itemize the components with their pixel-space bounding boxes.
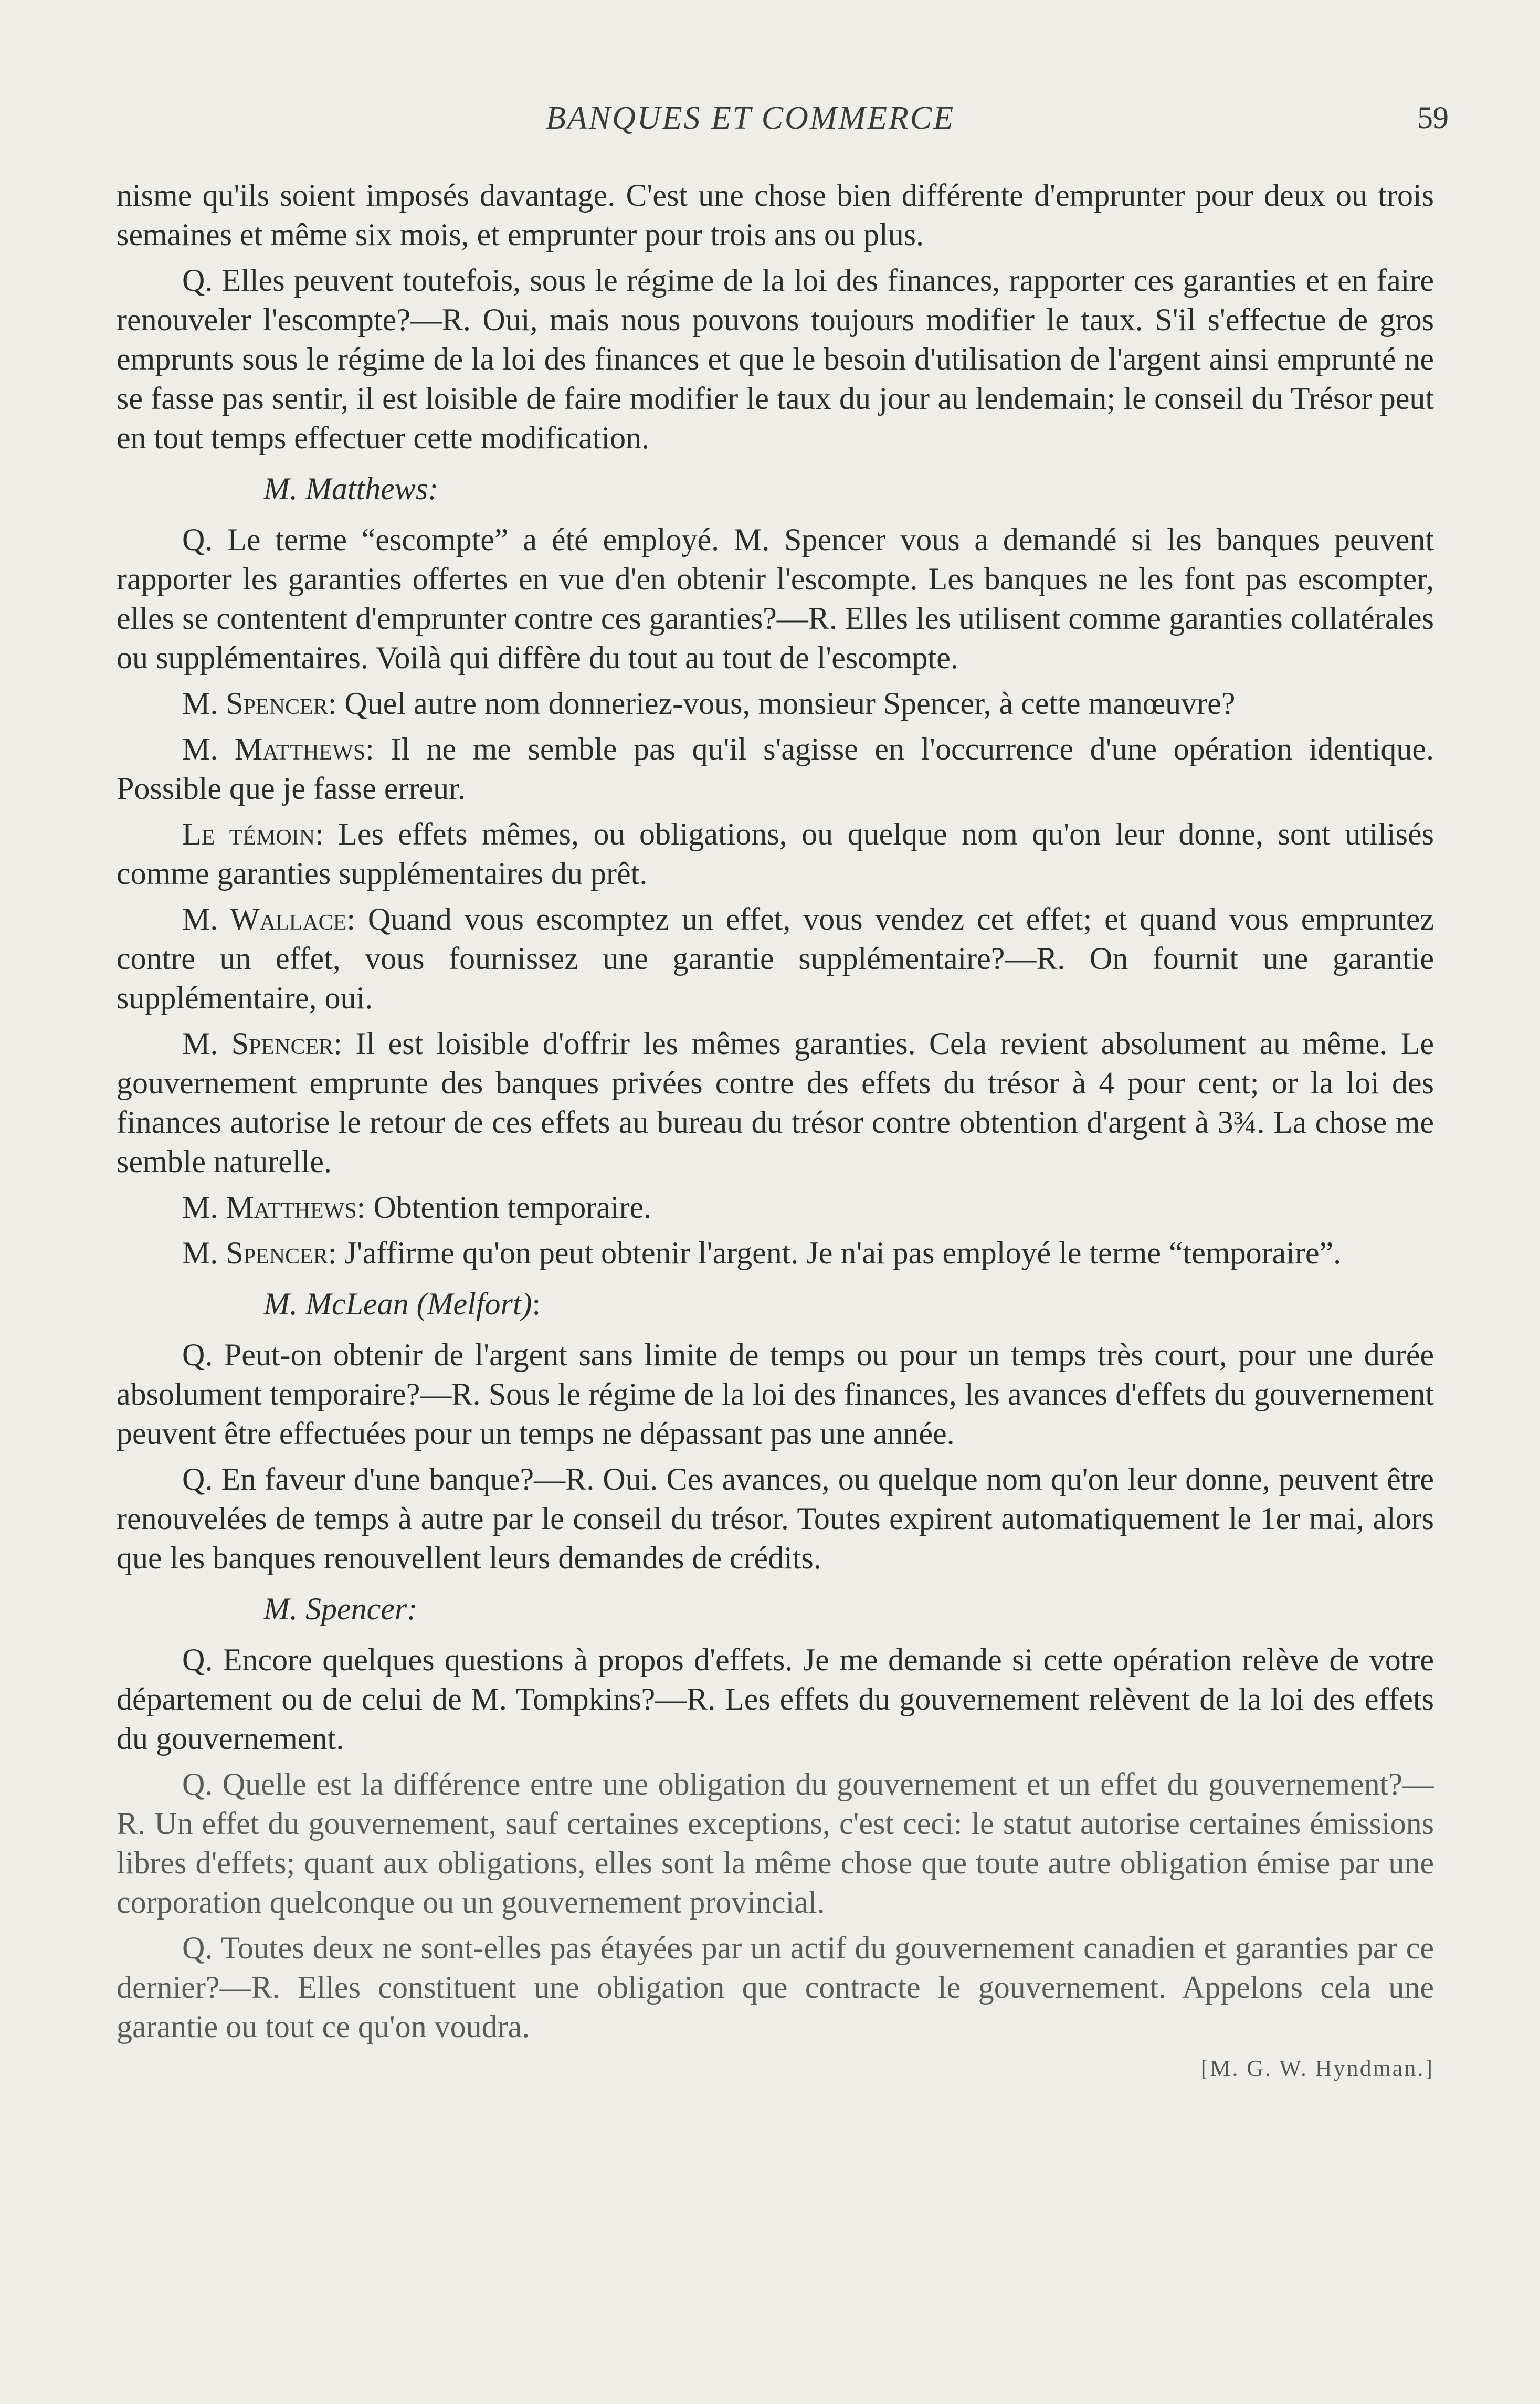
- paragraph: [117, 1233, 1434, 1273]
- paragraph: Q. Le terme “escompte” a été employé. M. Spencer vous a demandé si les banques peuvent rapporter les garanties offertes en vue d'en obtenir l'escompte. Les banques ne les font pas escompter, elles se contentent d'emprunter contre ces garanties?—R. Elles les utilisent comme garanties collatérales ou supplémentaires. Voilà qui diffère du tout au tout de l'escompte.: [117, 522, 1434, 675]
- paragraph: Q. Encore quelques questions à propos d'effets. Je me demande si cette opération relève de votre département ou de celui de M. Tompkins?—R. Les effets du gouvernement relèvent de la loi des effets du gouvernement.: [117, 1642, 1434, 1756]
- paragraph: [117, 815, 1434, 893]
- section-speaker-heading: M. Matthews:: [263, 471, 439, 506]
- section-speaker-heading: [263, 1284, 1434, 1324]
- speaker-label: Le témoin:: [182, 817, 324, 851]
- paragraph: nisme qu'ils soient imposés davantage. C'est une chose bien différente d'emprunter pour deux ou trois semaines et même six mois, et emprunter pour trois ans ou plus.: [117, 178, 1434, 252]
- speaker-label: M. Matthews:: [182, 732, 374, 766]
- page-body: [117, 176, 1434, 2084]
- speaker-label: M. Spencer:: [182, 1236, 337, 1270]
- paragraph-text: Il est loisible d'offrir les mêmes garanties. Cela revient absolument au même. Le gouvernement emprunte des banques privées contre des effets du trésor à 4 pour cent; or la loi des finances autorise le retour de ces effets au bureau du trésor contre obtention d'argent à 3¾. La chose me semble naturelle.: [117, 1026, 1434, 1179]
- paragraph-text: Obtention temporaire.: [373, 1190, 652, 1225]
- section-speaker-heading: M. Spencer:: [263, 1591, 418, 1626]
- paragraph: Q. Quelle est la différence entre une obligation du gouvernement et un effet du gouvernement?—R. Un effet du gouvernement, sauf certaines exceptions, c'est ceci: le statut autorise certaines émissions libres d'effets; quant aux obligations, elles sont la même chose que toute autre obligation émise par une corporation quelconque ou un gouvernement provincial.: [117, 1767, 1434, 1920]
- paragraph: Q. Peut-on obtenir de l'argent sans limite de temps ou pour un temps très court, pour une durée absolument temporaire?—R. Sous le régime de la loi des finances, les avances d'effets du gouvernement peuvent être effectuées pour un temps ne dépassant pas une année.: [117, 1337, 1434, 1451]
- heading-name: M. McLean: [263, 1287, 409, 1321]
- paragraph: [117, 684, 1434, 723]
- running-title: BANQUES ET COMMERCE: [546, 100, 955, 136]
- paragraph: [117, 730, 1434, 808]
- speaker-label: M. Spencer:: [182, 1026, 342, 1061]
- paragraph: Q. Toutes deux ne sont-elles pas étayées par un actif du gouvernement canadien et garanties par ce dernier?—R. Elles constituent une obligation que contracte le gouvernement. Appelons cela une garantie ou tout ce qu'on voudra.: [117, 1931, 1434, 2044]
- heading-colon: :: [532, 1287, 541, 1321]
- heading-riding: (Melfort): [416, 1287, 532, 1321]
- speaker-label: M. Wallace:: [182, 902, 356, 936]
- page-number: 59: [1417, 100, 1449, 135]
- paragraph: Q. Elles peuvent toutefois, sous le régime de la loi des finances, rapporter ces garanties et en faire renouveler l'escompte?—R. Oui, mais nous pouvons toujours modifier le taux. S'il s'effectue de gros emprunts sous le régime de la loi des finances et que le besoin d'utilisation de l'argent ainsi emprunté ne se fasse pas sentir, il est loisible de faire modifier le taux du jour au lendemain; le conseil du Trésor peut en tout temps effectuer cette modification.: [117, 263, 1434, 455]
- speaker-label: M. Matthews:: [182, 1190, 366, 1225]
- paragraph-text: Quand vous escomptez un effet, vous vendez cet effet; et quand vous empruntez contre un effet, vous fournissez une garantie supplémentaire?—R. On fournit une garantie supplémentaire, oui.: [117, 902, 1434, 1015]
- paragraph-text: Quel autre nom donneriez-vous, monsieur Spencer, à cette manœuvre?: [344, 686, 1236, 721]
- running-header: [0, 100, 1540, 152]
- paragraph-text: J'affirme qu'on peut obtenir l'argent. Je n'ai pas employé le terme “temporaire”.: [344, 1236, 1342, 1270]
- paragraph: Q. En faveur d'une banque?—R. Oui. Ces avances, ou quelque nom qu'on leur donne, peuvent être renouvelées de temps à autre par le conseil du trésor. Toutes expirent automatiquement le 1er mai, alors que les banques renouvellent leurs demandes de crédits.: [117, 1462, 1434, 1575]
- paragraph-text: Les effets mêmes, ou obligations, ou quelque nom qu'on leur donne, sont utilisés comme garanties supplémentaires du prêt.: [117, 817, 1434, 891]
- paragraph: [117, 900, 1434, 1018]
- paragraph: [117, 1188, 1434, 1227]
- paragraph-text: Il ne me semble pas qu'il s'agisse en l'occurrence d'une opération identique. Possible que je fasse erreur.: [117, 732, 1434, 806]
- paragraph: [117, 1024, 1434, 1182]
- witness-signature: [M. G. W. Hyndman.]: [1200, 2055, 1434, 2081]
- speaker-label: M. Spencer:: [182, 686, 337, 721]
